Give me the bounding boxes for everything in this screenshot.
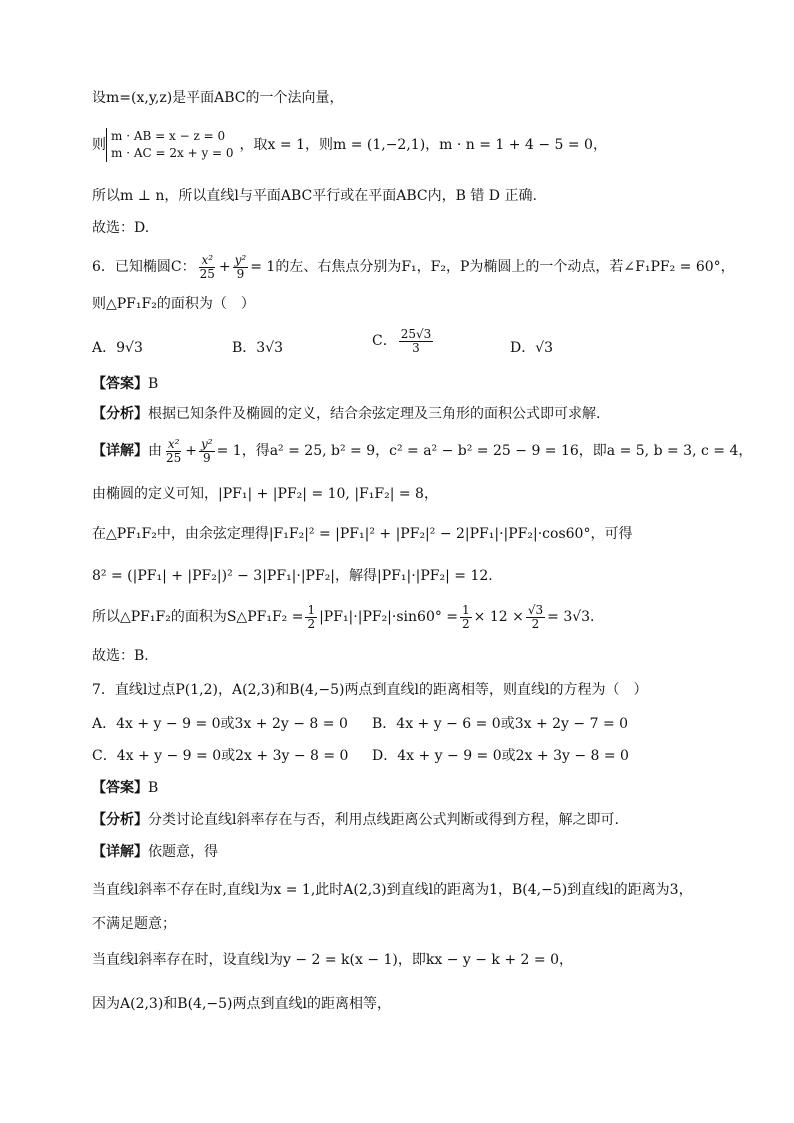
- q6-detail-frac-y: [199, 438, 215, 464]
- q6-sqrt3-den: 2: [531, 616, 540, 631]
- q6-question: 则△PF₁F₂的面积为（ ）: [92, 296, 255, 312]
- q6-area-end: = 3√3.: [547, 609, 595, 626]
- q6-area: [92, 604, 595, 630]
- q6-frac-y-num: y²: [234, 253, 247, 267]
- q6-half-frac-2: [460, 604, 472, 630]
- q6-sqrt3-num: √3: [527, 603, 544, 617]
- normal-vector-line: 设m=(x,y,z)是平面ABC的一个法向量，: [92, 90, 344, 106]
- q6-detail-rest: = 1，得a² = 25, b² = 9，c² = a² − b² = 25 − 9 = 16，即a = 5, b = 3, c = 4，: [216, 443, 753, 460]
- q7-analysis-label: 【分析】: [92, 812, 148, 828]
- system-result: ，取x = 1，则m = (1,−2,1)，m · n = 1 + 4 − 5 = 0，: [239, 137, 607, 153]
- q6-option-a: A．9√3: [92, 340, 143, 356]
- q6-ellipse-definition: 由椭圆的定义可知，|PF₁| + |PF₂| = 10, |F₁F₂| = 8，: [92, 486, 438, 502]
- q6-stem-start: 6．已知椭圆C：: [92, 259, 196, 276]
- then-prefix: 则: [92, 137, 106, 153]
- q7-option-b: B．4x + y − 6 = 0或3x + 2y − 7 = 0: [372, 716, 629, 732]
- q6-plus: +: [218, 259, 231, 276]
- q6-detail-frac-x-den: 25: [166, 450, 182, 465]
- q6-detail-plus: +: [185, 443, 198, 460]
- q6-choose: 故选：B.: [92, 648, 149, 664]
- q6-area-start: 所以△PF₁F₂的面积为S△PF₁F₂ =: [92, 609, 304, 626]
- q6-option-c-den: 3: [412, 340, 420, 355]
- q6-detail-frac-x: [164, 438, 183, 464]
- q6-frac-x: [198, 254, 217, 280]
- q6-answer-value: B: [148, 376, 159, 392]
- q7-analysis-text: 分类讨论直线l斜率存在与否，利用点线距离公式判断或得到方程，解之即可.: [148, 812, 619, 828]
- q6-detail-frac-y-num: y²: [201, 437, 213, 451]
- q6-analysis-label: 【分析】: [92, 406, 148, 422]
- q6-option-c-num: 25√3: [400, 327, 432, 341]
- q6-area-mid: |PF₁|·|PF₂|·sin60° =: [319, 609, 459, 626]
- q6-frac-y-den: 9: [236, 266, 245, 281]
- q6-stem-rest: = 1的左、右焦点分别为F₁，F₂，P为椭圆上的一个动点，若∠F₁PF₂ = 60°，: [250, 259, 735, 276]
- q7-answer: [92, 778, 158, 798]
- q7-answer-label: 【答案】: [92, 780, 148, 796]
- q7-option-c: C．4x + y − 9 = 0或2x + 3y − 8 = 0: [92, 748, 349, 764]
- q6-detail-label: 【详解】: [92, 443, 148, 460]
- q6-analysis: [92, 404, 600, 424]
- q6-option-c-label: C．: [372, 333, 397, 350]
- q6-stem: [92, 254, 735, 280]
- q6-detail-frac-y-den: 9: [202, 450, 211, 465]
- q6-area-times: × 12 ×: [473, 609, 524, 626]
- system-eq-2: m · AC = 2x + y = 0: [111, 146, 234, 160]
- q6-detail-frac-x-num: x²: [167, 437, 180, 451]
- equation-system: [106, 128, 234, 162]
- q6-half-den-2: 2: [462, 616, 470, 631]
- q7-answer-value: B: [148, 780, 159, 796]
- q6-half-num-1: 1: [307, 603, 316, 617]
- q7-not-satisfied: 不满足题意；: [92, 916, 176, 932]
- choice-d-line: 故选：D.: [92, 220, 150, 236]
- q6-option-c-frac: [399, 328, 434, 354]
- q6-detail-line1: [92, 438, 752, 464]
- q7-option-a: A．4x + y − 9 = 0或3x + 2y − 8 = 0: [92, 716, 348, 732]
- system-eq-1: m · AB = x − z = 0: [111, 129, 226, 143]
- q6-frac-y: [233, 254, 249, 280]
- q6-half-frac-1: [305, 604, 317, 630]
- q7-detail: [92, 842, 218, 862]
- q7-detail-label: 【详解】: [92, 844, 148, 860]
- q7-no-slope-case: 当直线l斜率不存在时,直线l为x = 1,此时A(2,3)到直线l的距离为1，B(4,−5)到直线l的距离为3，: [92, 882, 693, 898]
- q6-detail-start: 由: [148, 443, 162, 460]
- perpendicular-conclusion: 所以m ⊥ n，所以直线l与平面ABC平行或在平面ABC内，B 错 D 正确.: [92, 188, 537, 204]
- q6-cosine-law: 在△PF₁F₂中，由余弦定理得|F₁F₂|² = |PF₁|² + |PF₂|² − 2|PF₁|·|PF₂|·cos60°，可得: [92, 526, 633, 542]
- q6-half-den-1: 2: [307, 616, 316, 631]
- q6-frac-x-num: x²: [201, 253, 214, 267]
- q6-option-b: B．3√3: [232, 340, 284, 356]
- q6-half-num-2: 1: [462, 603, 470, 617]
- q7-option-d: D．4x + y − 9 = 0或2x + 3y − 8 = 0: [372, 748, 629, 764]
- q6-analysis-text: 根据已知条件及椭圆的定义，结合余弦定理及三角形的面积公式即可求解.: [148, 406, 601, 422]
- q6-sqrt3-frac: [526, 604, 545, 630]
- q7-stem: 7．直线l过点P(1,2)，A(2,3)和B(4,−5)两点到直线l的距离相等，则直线l的方程为（ ）: [92, 682, 648, 698]
- q7-equal-distance: 因为A(2,3)和B(4,−5)两点到直线l的距离相等，: [92, 996, 391, 1012]
- equation-system-line: [92, 128, 607, 162]
- q6-answer-label: 【答案】: [92, 376, 148, 392]
- q6-answer: [92, 374, 158, 394]
- q7-analysis: [92, 810, 619, 830]
- q6-product: 8² = (|PF₁| + |PF₂|)² − 3|PF₁|·|PF₂|，解得|PF₁|·|PF₂| = 12.: [92, 568, 493, 584]
- q7-detail-text: 依题意，得: [148, 844, 218, 860]
- q6-option-d: D．√3: [510, 340, 554, 356]
- q6-option-c: [372, 328, 435, 354]
- q6-frac-x-den: 25: [199, 266, 215, 281]
- q7-slope-case: 当直线l斜率存在时，设直线l为y − 2 = k(x − 1)，即kx − y − k + 2 = 0，: [92, 952, 573, 968]
